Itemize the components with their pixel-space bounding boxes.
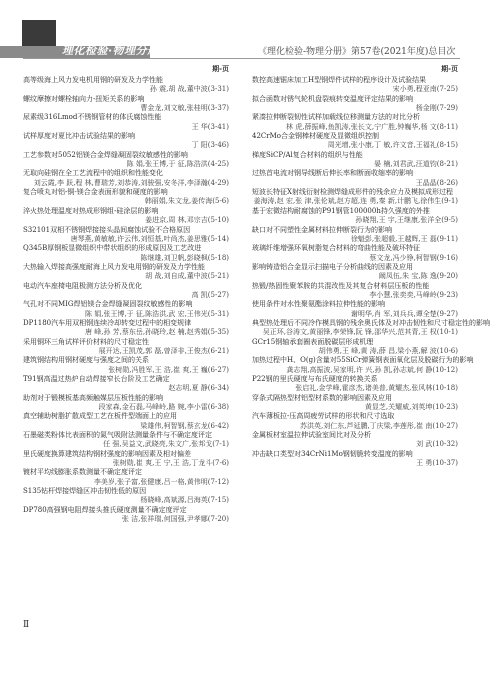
toc-entry: [23, 394, 229, 413]
toc-entry-title: 42CrMo合金钢棒材硬度及显微组织控制: [252, 132, 379, 141]
toc-entry: [23, 487, 229, 506]
toc-entry-title: 汽车薄板拉-压高周疲劳试样的形状和尺寸选取: [252, 412, 395, 421]
toc-entry: [252, 375, 458, 394]
toc-entry-authors: 姜进京,周 林,邓宗吉(5-10): [145, 216, 229, 225]
toc-entry-authors: 林 虎,薛振峰,鱼凯涛,张长文,宁广胜,钟巍华,杨 文(8-11): [286, 122, 458, 131]
toc-entry: [252, 394, 458, 413]
toc-entry: [23, 356, 229, 375]
toc-entry-authors: 赵志明,夏 静(6-34): [168, 384, 229, 393]
toc-entry-authors: 丁 阳(3-46): [191, 141, 229, 150]
toc-entry-title: 气孔对不同MIG焊铝镁合金焊缝凝固裂纹敏感性的影响: [23, 300, 193, 309]
toc-entry: [252, 282, 458, 301]
toc-entry-authors: 蔡文龙,冯少铮,柯智钢(9-16): [369, 253, 458, 262]
toc-entry-authors: 李小慧,张奕奕,马峰岭(9-23): [369, 290, 458, 299]
toc-entry-authors: 胡伟勇,王 峰,黄 涛,薛 昌,梁小燕,解 波(10-6): [318, 346, 458, 355]
toc-entry: [252, 338, 458, 357]
toc-entry-authors: 高 凯(5-27): [191, 290, 229, 299]
toc-entry-title: S135钻杆焊接焊缝区冲击韧性低的原因: [23, 487, 147, 496]
toc-entry-title: 梯度SiCP/Al复合材料的组织与性能: [252, 150, 363, 159]
toc-entry: [23, 188, 229, 207]
toc-entry: [252, 207, 458, 226]
toc-entry: [252, 151, 458, 170]
toc-entry-title: 数控高速锯床加工H型钢焊件试样的程序设计及试验结果: [252, 76, 427, 84]
toc-entry: [23, 263, 229, 282]
toc-entry: [252, 76, 458, 95]
left-column-heading: 期-页: [212, 64, 229, 73]
toc-entry-authors: 陈 娟,张王博,于 征,陈浩洪(4-25): [126, 160, 229, 169]
toc-entry-authors: 苏洪英,刘仁东,芦延鹏,丁庆梁,李莲彤,崔 南(10-27): [300, 421, 458, 430]
toc-entry-authors: 段家森,金石磊,马峰岭,路 婉,李小雷(6-38): [98, 403, 229, 412]
toc-entry-title: DP780高强钢电阻焊接头推氏硬度测量不确定度评定: [23, 505, 187, 514]
toc-entry-authors: 谢明华,肖 军,刘兵兵,谭全楚(9-27): [350, 309, 458, 318]
toc-entry-authors: 展开达,王凯茂,郭 磊,曾泽非,王俊杰(6-21): [98, 346, 229, 355]
toc-entry-authors: 韩丽娟,朱文龙,姜传海(5-6): [144, 197, 229, 206]
toc-entry-authors: 晏 楠,刘君武,汪道钧(8-21): [374, 160, 458, 169]
toc-entry-authors: 李美岁,张子富,张健康,吕一格,黄伟明(7-12): [93, 477, 229, 486]
toc-entry: [252, 169, 458, 188]
logo-text: 理化检验·物理分册: [62, 44, 159, 57]
toc-entry: [252, 132, 458, 151]
toc-entry: [252, 356, 474, 375]
toc-entry-title: 复合喷丸对铝-铜-镁合金表面形貌和硬度的影响: [23, 188, 168, 197]
toc-entry-title: 金属板材室温拉伸试验室间比对及分析: [252, 431, 371, 440]
left-column: [23, 64, 229, 525]
toc-entry-title: 真空辅助树脂扩散成型工艺在板件型端面上的应用: [23, 412, 177, 421]
toc-entry: [23, 151, 229, 170]
toc-entry-title: 高等级海上风力发电机用钢的研发及力学性能: [23, 76, 163, 84]
toc-entry: [23, 300, 229, 319]
toc-entry-authors: 唐琴燕,黄敏敏,许云伟,刘恒基,叶尚杰,姜思雅(5-14): [70, 234, 229, 243]
toc-entry: [252, 226, 458, 245]
toc-entry-title: 热锻/热固性聚苯胺的共混改性及其复合材料层压板的性能: [252, 281, 430, 290]
toc-entry-authors: 孙 震,胡 战,董中波(3-31): [149, 85, 229, 94]
toc-entry-authors: 龚志翔,高振波,吴家明,许 兴,孙 凯,孙志斌,何 静(10-12): [286, 365, 458, 374]
toc-entry-title: 缺口对不同塑性金属材料拉伸断裂行为的影响: [252, 225, 392, 234]
toc-entry-authors: 宋小勇,程亚南(7-25): [392, 85, 458, 94]
toc-entry: [23, 95, 229, 114]
toc-entry-title: GCr15钢轴承套圈表面脱碳层形成机理: [252, 337, 374, 346]
toc-entry: [23, 169, 229, 188]
toc-entry-authors: 陈继雄,刘卫帆,彭晓枫(5-18): [140, 253, 229, 262]
toc-entry-authors: 张树勋,冯胜军,王 浩,崔 爽,王 巍(6-27): [108, 365, 229, 374]
toc-entry-title: 尿素级316Lmod不锈钢管材的体氏腐蚀性能: [23, 113, 162, 122]
toc-entry-title: 短波长特征X射线衍射检测焊缝成形件的残余应力及模拟成形过程: [252, 188, 453, 197]
toc-entry-title: DP1180汽车用双相钢连续冷却转变过程中的相变规律: [23, 318, 192, 327]
toc-entry: [23, 132, 229, 151]
toc-entry-authors: 曹金龙,刘文敏,张桂明(3-37): [140, 104, 229, 113]
toc-entry: [23, 226, 229, 245]
page-number: Ⅱ: [23, 620, 30, 630]
toc-entry-title: 采用铜环三角试样评价材料的尺寸稳定性: [23, 337, 149, 346]
toc-entry-authors: 王 华(3-41): [191, 122, 229, 131]
toc-entry: [252, 431, 458, 450]
page-header: [0, 0, 480, 60]
toc-entry: [252, 95, 458, 114]
toc-entry: [252, 300, 458, 319]
toc-entry-authors: 王 勇(10-37): [416, 459, 458, 468]
toc-entry-authors: 任 强,吴益文,武晓亮,朱文广,张邦戈(7-1): [103, 440, 229, 449]
toc-entry-title: 使用条件对水性聚氨酯涂料拉伸性能的影响: [252, 300, 385, 309]
toc-entry: [23, 76, 229, 95]
toc-entry-title: T91钢高温过热炉自动焊接窄长台阶及工艺确定: [23, 375, 170, 383]
toc-entry-title: 穿条式隔热型材铝型材系数的影响因素及应用: [252, 393, 392, 402]
toc-entry-title: 玻璃纤维增强环氧树脂复合材料的弯曲性能及破坏特征: [252, 244, 420, 253]
toc-entry-authors: 刘 武(10-32): [416, 440, 458, 449]
toc-entry-authors: 杨金刚(7-29): [415, 104, 458, 113]
toc-entry: [23, 113, 229, 132]
toc-entry-authors: 陈 娟,张王博,于 征,陈浩洪,武 宏,王伟光(5-31): [85, 309, 229, 318]
toc-entry-title: 影响铸造铝合金显示扫描电子分析曲线的因素及应用: [252, 262, 413, 271]
journal-running-title: 《理化检验-物理分册》第57卷(2021年度)总目次: [258, 47, 456, 57]
toc-entry: [23, 450, 229, 469]
toc-entry-authors: 张树勋,崔 爽,王 宁,王 浩,丁龙斗(7-6): [112, 459, 229, 468]
toc-entry-authors: 孙晓翔,王 宇,王继康,张洋全(9-5): [355, 216, 458, 225]
toc-entry-authors: 刘云霞,李 跃,程 林,曹瑞芳,刘恭涛,刘骏强,安冬洋,李泽瀚(4-29): [33, 178, 229, 187]
toc-entry: [23, 207, 229, 226]
toc-entry: [252, 113, 458, 132]
toc-entry: [252, 263, 458, 282]
toc-entry-authors: 张启礼,金学峰,霍彦杰,诸美普,黄耀杰,张风林(10-18): [295, 384, 458, 393]
toc-entry-title: 拟合函数对锈气轮机盘裂痕转变温度评定结果的影响: [252, 94, 413, 103]
toc-entry-title: 镀材平均线膨胀系数测量不确定度评定: [23, 468, 142, 477]
toc-entry-title: 里氏硬度换算建筑结构钢材强度的影响因素及相对偏差: [23, 449, 191, 458]
toc-entry-title: 助剂对于锻模板基高频触媒层压板性能的影响: [23, 393, 163, 402]
toc-entry-title: 建筑钢结构用钢材硬度与强度之间的关系: [23, 356, 149, 365]
toc-entry-authors: 王晶晶(8-26): [415, 178, 458, 187]
toc-entry-title: 大热输入焊接高强度耐海上风力发电用钢的研发及力学性能: [23, 262, 205, 271]
right-column-heading: 期-页: [441, 64, 458, 73]
toc-entry-title: 基于宏微结构耐腐蚀的P91钢管100000h持久强度的外推: [252, 206, 430, 215]
toc-entry-authors: 周光增,张小康,丁 敏,许文音,王福礼(8-15): [327, 141, 458, 150]
toc-entry-title: S32101双相不锈钢焊接接头晶间腐蚀试验不合格原因: [23, 225, 191, 234]
toc-entry: [252, 188, 458, 207]
toc-entry: [23, 244, 229, 263]
toc-entry: [23, 338, 229, 357]
toc-entry-authors: 胡 战,刘自成,董中波(5-21): [145, 272, 229, 281]
toc-entry: [23, 282, 229, 301]
toc-entry-authors: 张 洁,张祥瑞,何国强,尹孝娜(7-20): [121, 515, 229, 524]
toc-entry-title: 螺纹摩擦对螺栓轴向力-扭矩关系的影响: [23, 94, 145, 103]
toc-entry-title: 电动汽车座椅电阻极测方法分析及优化: [23, 281, 142, 290]
toc-entry-authors: 唐 峰,孙 芳,蔡东岳,孙晓玲,赵 楠,赵秀娟(5-35): [85, 328, 229, 337]
toc-entry-title: Q345B厚钢板显微组织中带状组织的形成原因及工艺改进: [23, 244, 202, 253]
toc-entry-title: 加热过程中H、O(g)含量对55SiCr弹簧钢表面氧化层及脱碳行为的影响: [252, 356, 474, 365]
journal-logo: [0, 20, 159, 58]
toc-entry: [252, 244, 458, 263]
toc-entry-title: 石墨磁类粉体比表面积的氮气吸附法测量条件与不确定度评定: [23, 431, 212, 440]
header-rule: [23, 58, 460, 59]
toc-entry: [23, 468, 229, 487]
toc-entry-title: 无取向硅钢在全工艺流程中的组织和性能变化: [23, 169, 163, 178]
toc-entry-authors: 阚凤伍,朱 宝,陈 逸(9-20): [378, 272, 458, 281]
toc-entry: [23, 431, 229, 450]
toc-entry: [23, 319, 229, 338]
toc-entry-title: 工艺参数对5052铝镁合金焊缝凝固裂纹敏感性的影响: [23, 150, 188, 159]
toc-entry-authors: 吴正环,谷涛文,黄丽锋,李荣锋,阮 锋,邵华兴,范其青,王 权(10-1): [262, 328, 458, 337]
toc-entry-authors: 徐魁彭,张超毅,王越辉,王 磊(9-11): [350, 234, 458, 243]
right-column: [252, 64, 490, 468]
toc-entry-authors: 黄显芝,关耀威,刘英坤(10-23): [364, 403, 458, 412]
toc-entry-authors: 姜海涛,赵 宏,张 津,张伦斌,赵方超,连 勇,秦 新,计鹏飞,徐伟生(9-1): [253, 197, 458, 206]
toc-entry-title: 淬火热处理温度对热成形钢组-硅涂层的影响: [23, 206, 159, 215]
toc-entry: [252, 450, 458, 469]
toc-entry-title: 紧凑拉伸断裂韧性试样加载线位移测量方法的对比分析: [252, 113, 420, 122]
toc-entry-title: 过热首电流对钢导线断后伸长率和断面收缩率的影响: [252, 169, 413, 178]
toc-entry: [252, 318, 490, 338]
toc-entry-title: 冲击缺口类型对34CrNi1Mo钢韧脆转变温度的影响: [252, 449, 413, 458]
toc-entry-title: 典型热处理后不同冷作模具钢的残余奥氏体及对冲击韧性和尺寸稳定性的影响: [252, 318, 490, 327]
toc-entry-authors: 梁雄伟,柯智钢,蔡玄龙(6-42): [140, 421, 229, 430]
toc-entry-title: 试样厚度对夏比冲击试验结果的影响: [23, 132, 135, 141]
toc-entry-authors: 杨晓峰,高斌源,吕海英(7-15): [140, 496, 229, 505]
toc-entry: [252, 412, 458, 431]
toc-entry: [23, 506, 229, 525]
toc-entry: [23, 412, 229, 431]
toc-entry: [23, 375, 229, 394]
toc-entry-title: P22钢的里氏硬度与布氏硬度的转换关系: [252, 375, 378, 383]
